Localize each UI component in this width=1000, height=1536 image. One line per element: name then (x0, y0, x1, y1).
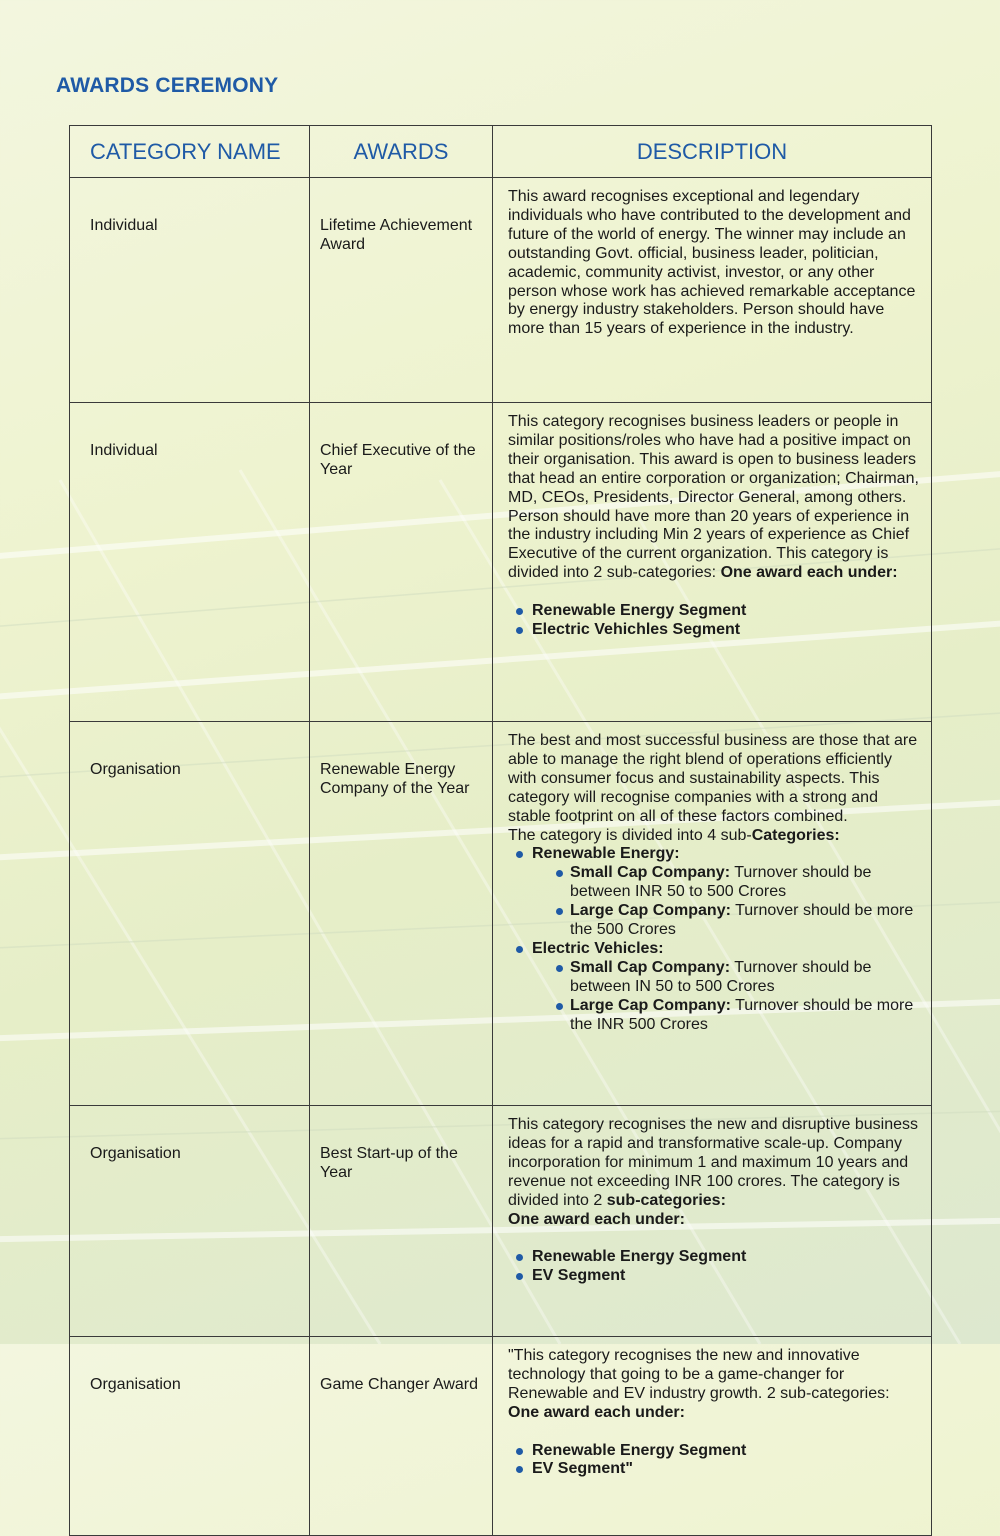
awards-table (69, 125, 932, 1536)
description-text: "This category recognises the new and innovative technology that going to be a game-changer for Renewable and EV industry growth. 2 sub-categories: (508, 1347, 890, 1402)
description-cell (493, 178, 932, 403)
description-body: This category recognises the new and disruptive business ideas for a rapid and transformative scale-up. Company incorporation for minimum 1 and maximum 10 years and revenue not exceeding INR 100 crores. The category is divided into 2 (508, 1116, 918, 1209)
description-text: This award recognises exceptional and legendary individuals who have contributed to the development and future of the world of energy. The winner may include an outstanding Govt. official, business leader, politician, academic, community activist, investor, or any other person whose work has achieved remarkable acceptance by energy industry stakeholders. Person should have more than 15 years of experience in the industry. (508, 188, 916, 338)
list-item: Renewable Energy Segment (516, 1248, 921, 1267)
sub-item-label: Large Cap Company: (570, 996, 731, 1014)
bullet-list (508, 602, 921, 640)
description-text-2 (508, 1404, 921, 1423)
table-row (70, 403, 932, 722)
description-emphasis: One award each under: (508, 1403, 685, 1421)
list-item: Renewable Energy Segment (516, 602, 921, 621)
list-item: Electric Vehichles Segment (516, 621, 921, 640)
description-cell (493, 1106, 932, 1337)
sub-item-label: Large Cap Company: (570, 902, 731, 920)
sub-list-item (556, 997, 921, 1035)
sub-item-text: Turnover should be more the 500 Crores (570, 902, 914, 939)
table-row (70, 1337, 932, 1536)
header-awards: AWARDS (310, 126, 493, 178)
sub-item-text: Turnover should be more the INR 500 Crores (570, 996, 914, 1033)
bullet-list (508, 1442, 921, 1480)
description-text-2 (508, 1211, 921, 1230)
list-item: EV Segment (516, 1267, 921, 1286)
sub-item-text: Turnover should be between INR 50 to 500 Crores (570, 864, 872, 901)
description-body: This category recognises business leaders or people in similar positions/roles who have had a positive impact on their organisation. This award is open to business leaders that head an entire corporation or organization; Chairman, MD, CEOs, Presidents, Director General, among others. Person should have more than 20 years of experience in the industry including Min 2 years of experience as Chief Executive of the current organization. This category is divided into 2 sub-categories: (508, 413, 919, 582)
award-cell: Renewable Energy Company of the Year (310, 722, 493, 1106)
list-item: Renewable Energy Segment (516, 1442, 921, 1461)
list-item-group (516, 940, 921, 1035)
description-cell (493, 722, 932, 1106)
sub-list (532, 864, 921, 940)
category-cell: Individual (70, 178, 310, 403)
table-header-row (70, 126, 932, 178)
description-emphasis-2: One award each under: (508, 1210, 685, 1228)
category-cell: Individual (70, 403, 310, 722)
bullet-list (508, 1248, 921, 1286)
divided-text: The category is divided into 4 sub- (508, 826, 752, 844)
description-emphasis: sub-categories: (606, 1191, 726, 1209)
page-title: AWARDS CEREMONY (56, 74, 279, 97)
sub-item-label: Small Cap Company: (570, 958, 731, 976)
award-cell: Chief Executive of the Year (310, 403, 493, 722)
sub-list-item (556, 902, 921, 940)
description-text (508, 1116, 921, 1211)
category-cell: Organisation (70, 1106, 310, 1337)
list-item: EV Segment" (516, 1460, 921, 1479)
sub-list-item (556, 864, 921, 902)
header-description: DESCRIPTION (493, 126, 932, 178)
award-cell: Game Changer Award (310, 1337, 493, 1536)
group-name: Electric Vehicles: (532, 939, 664, 957)
description-text: The best and most successful business are those that are able to manage the right blend of operations efficiently with consumer focus and sustainability aspects. This category will recognise companies with a strong and stable footprint on all of these factors combined. (508, 732, 918, 825)
sub-list-item (556, 959, 921, 997)
header-category-name: CATEGORY NAME (70, 126, 310, 178)
description-divided (508, 827, 921, 846)
description-emphasis: One award each under: (720, 564, 898, 582)
category-cell: Organisation (70, 1337, 310, 1536)
sub-item-label: Small Cap Company: (570, 864, 731, 882)
table-row (70, 178, 932, 403)
divided-emphasis: Categories: (751, 826, 840, 844)
sub-item-text: Turnover should be between IN 50 to 500 Crores (570, 958, 872, 995)
bullet-list (508, 845, 921, 1034)
description-cell (493, 403, 932, 722)
description-text (508, 413, 921, 583)
category-cell: Organisation (70, 722, 310, 1106)
table-row (70, 722, 932, 1106)
sub-list (532, 959, 921, 1035)
table-row (70, 1106, 932, 1337)
group-name: Renewable Energy: (532, 845, 680, 863)
description-cell (493, 1337, 932, 1536)
award-cell: Best Start-up of the Year (310, 1106, 493, 1337)
award-cell: Lifetime Achievement Award (310, 178, 493, 403)
list-item-group (516, 845, 921, 940)
